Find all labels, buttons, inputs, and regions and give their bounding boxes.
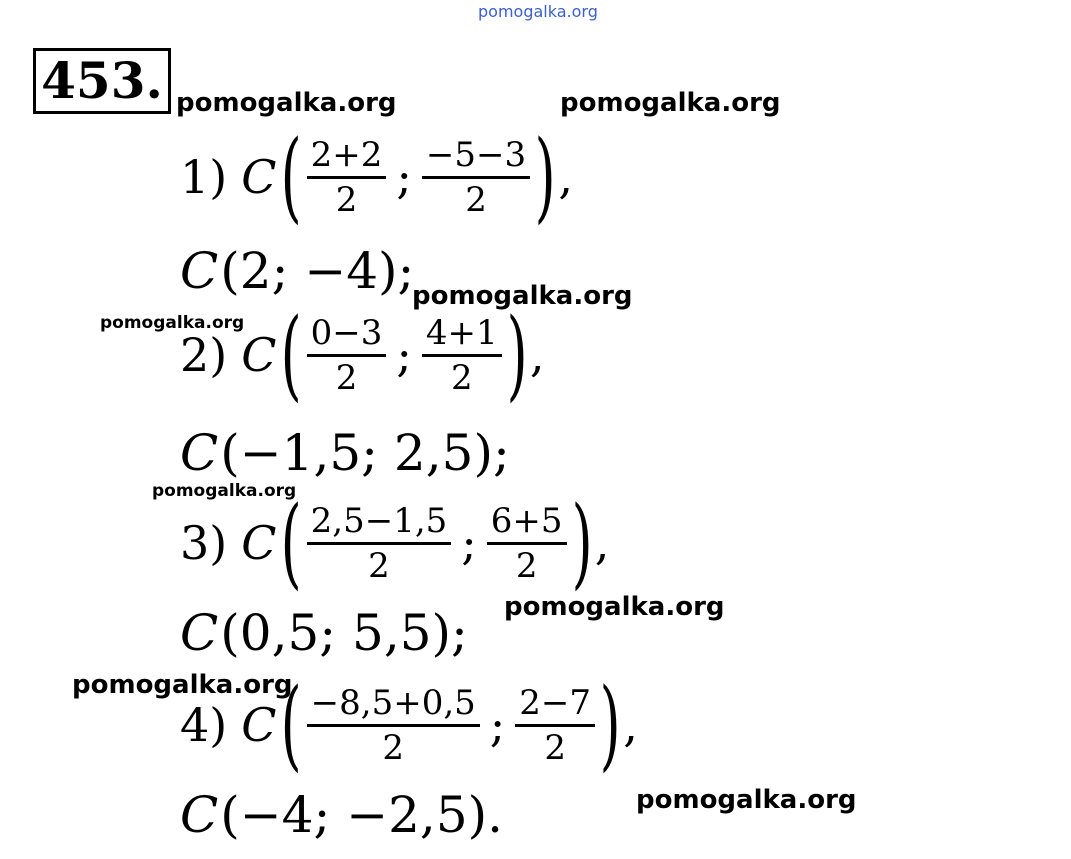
point-label: C	[241, 328, 277, 382]
fraction-y	[487, 500, 567, 586]
result-coordinates: (0,5; 5,5);	[220, 604, 468, 662]
numerator: 6+5	[490, 500, 563, 541]
fraction-y	[422, 134, 530, 220]
left-paren: (	[281, 668, 303, 782]
point-label: C	[241, 516, 277, 570]
fraction-y	[422, 312, 502, 398]
watermark: pomogalka.org	[636, 785, 857, 815]
numerator: 4+1	[425, 312, 498, 353]
result-coordinates: (−1,5; 2,5);	[220, 424, 510, 482]
denominator: 2	[382, 727, 405, 768]
denominator: 2	[515, 545, 538, 586]
result-coordinates: (2; −4);	[220, 242, 415, 300]
problem-number: 453.	[33, 48, 171, 114]
denominator: 2	[544, 727, 566, 768]
watermark: pomogalka.org	[176, 88, 397, 118]
midpoint-result-2	[180, 424, 510, 482]
separator: ;	[489, 698, 506, 752]
numerator: −8,5+0,5	[310, 682, 476, 723]
point-label: C	[241, 150, 277, 204]
left-paren: (	[281, 486, 303, 600]
denominator: 2	[335, 179, 358, 220]
right-paren: )	[599, 668, 621, 782]
right-paren: )	[506, 298, 528, 412]
numerator: 2,5−1,5	[310, 500, 448, 541]
fraction-y	[515, 682, 595, 768]
denominator: 2	[450, 357, 473, 398]
item-index: 2)	[180, 328, 228, 382]
right-paren: )	[534, 120, 556, 234]
trailing-comma: ,	[623, 698, 638, 752]
watermark: pomogalka.org	[72, 670, 293, 700]
point-label: C	[241, 698, 277, 752]
watermark: pomogalka.org	[504, 592, 725, 622]
watermark: pomogalka.org	[152, 481, 297, 501]
separator: ;	[461, 516, 477, 570]
separator: ;	[396, 328, 412, 382]
watermark: pomogalka.org	[560, 88, 781, 118]
denominator: 2	[368, 545, 390, 586]
item-index: 1)	[180, 150, 228, 204]
numerator: 0−3	[310, 312, 383, 353]
right-paren: )	[571, 486, 593, 600]
midpoint-result-3	[180, 604, 468, 662]
midpoint-result-1	[180, 242, 415, 300]
point-label: C	[180, 604, 219, 662]
fraction-x	[307, 500, 452, 586]
numerator: 2+2	[310, 134, 383, 175]
fraction-x	[307, 134, 387, 220]
trailing-comma: ,	[594, 516, 610, 570]
watermark-top: pomogalka.org	[478, 2, 598, 21]
point-label: C	[180, 424, 219, 482]
midpoint-formula-1	[180, 120, 574, 234]
fraction-x	[307, 682, 480, 768]
trailing-comma: ,	[529, 328, 545, 382]
numerator: −5−3	[425, 134, 527, 175]
denominator: 2	[465, 179, 487, 220]
fraction-x	[307, 312, 387, 398]
midpoint-result-4	[180, 786, 504, 844]
item-index: 4)	[180, 698, 228, 752]
trailing-comma: ,	[558, 150, 574, 204]
point-label: C	[180, 242, 219, 300]
left-paren: (	[281, 120, 303, 234]
result-coordinates: (−4; −2,5).	[220, 786, 504, 844]
midpoint-formula-2	[180, 298, 545, 412]
watermark: pomogalka.org	[412, 281, 633, 311]
separator: ;	[396, 150, 412, 204]
item-index: 3)	[180, 516, 228, 570]
denominator: 2	[335, 357, 358, 398]
left-paren: (	[281, 298, 303, 412]
point-label: C	[180, 786, 219, 844]
watermark: pomogalka.org	[100, 313, 245, 333]
numerator: 2−7	[519, 682, 592, 723]
